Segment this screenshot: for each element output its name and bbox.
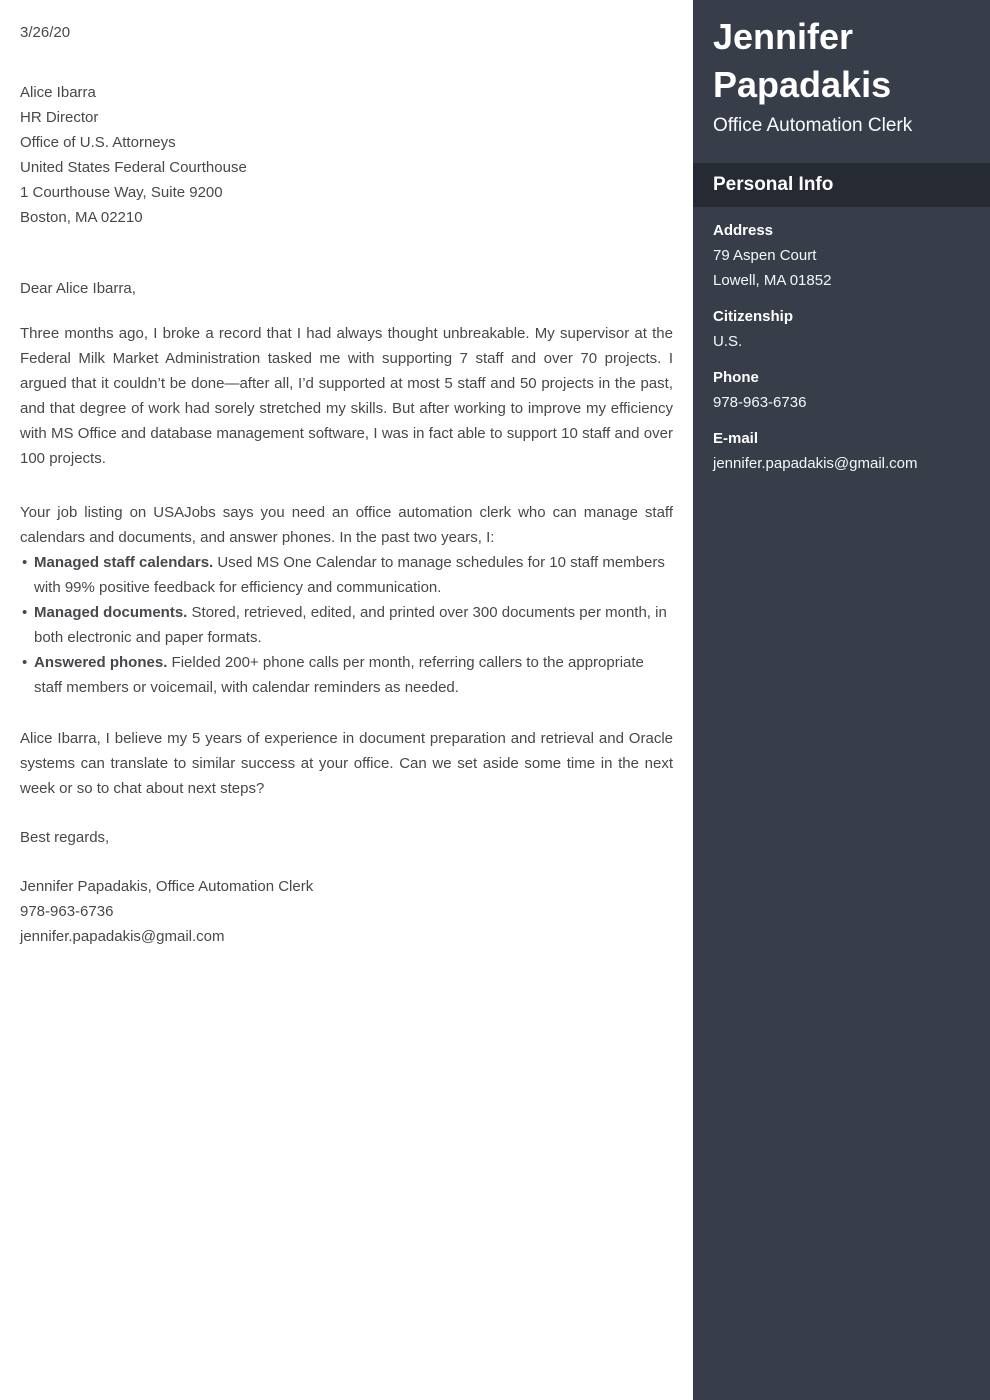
bullet-bold-label: Managed documents. (34, 604, 188, 621)
recipient-building: United States Federal Courthouse (20, 159, 247, 176)
bullet-bold-label: Managed staff calendars. (34, 554, 214, 571)
signature-block (20, 874, 673, 949)
recipient-block (20, 80, 673, 230)
recipient-city: Boston, MA 02210 (20, 209, 143, 226)
field-value: jennifer.papadakis@gmail.com (713, 455, 918, 472)
salutation: Dear Alice Ibarra, (20, 280, 136, 297)
letter-date: 3/26/20 (20, 24, 71, 41)
closing-line: Best regards, (20, 829, 110, 846)
signature-email: jennifer.papadakis@gmail.com (20, 928, 225, 945)
field-address (713, 218, 970, 293)
bullet-bold-label: Answered phones. (34, 654, 168, 671)
paragraph-call-to-action: Alice Ibarra, I believe my 5 years of experience in document preparation and retrieval and Oracle systems can translate to similar success at your office. Can we set aside some time in the next week or so to chat about next steps? (20, 730, 673, 797)
field-value: 978-963-6736 (713, 394, 807, 411)
field-phone (713, 365, 970, 415)
list-item-calendars (20, 550, 673, 600)
recipient-org: Office of U.S. Attorneys (20, 134, 176, 151)
field-label: Address (713, 222, 774, 239)
candidate-job-title: Office Automation Clerk (713, 115, 913, 136)
field-label: Citizenship (713, 308, 794, 325)
bullet-text: Used MS One Calendar to manage schedules for 10 staff members with 99% positive feedback for efficiency and communication. (34, 554, 665, 596)
field-value: Lowell, MA 01852 (713, 272, 832, 289)
field-email (713, 426, 970, 476)
sidebar-header (693, 0, 990, 138)
qualifications-list (20, 550, 673, 700)
field-label: Phone (713, 369, 759, 386)
field-label: E-mail (713, 430, 759, 447)
paragraph-job-listing: Your job listing on USAJobs says you need an office automation clerk who can manage staff calendars and documents, and answer phones. In the past two years, I: (20, 504, 673, 546)
personal-info-section-header: Personal Info (693, 163, 990, 207)
sidebar (693, 0, 990, 1400)
field-value: U.S. (713, 333, 743, 350)
bullet-text: Stored, retrieved, edited, and printed over 300 documents per month, in both electronic and paper formats. (34, 604, 667, 646)
field-citizenship (713, 304, 970, 354)
paragraph-achievement: Three months ago, I broke a record that I had always thought unbreakable. My supervisor at the Federal Milk Market Administration tasked me with supporting 7 staff and over 70 projects. I argued that it couldn’t be done—after all, I’d supported at most 5 staff and 50 projects in the past, and that degree of work had sorely stretched my skills. But after working to improve my efficiency with MS Office and database management software, I was in fact able to support 10 staff and over 100 projects. (20, 325, 673, 467)
personal-info-fields (693, 207, 990, 476)
list-item-phones (20, 650, 673, 700)
bullet-text: Fielded 200+ phone calls per month, referring callers to the appropriate staff members or voicemail, with calendar reminders as needed. (34, 654, 644, 696)
recipient-role: HR Director (20, 109, 99, 126)
signature-name: Jennifer Papadakis, Office Automation Clerk (20, 878, 314, 895)
candidate-name: Jennifer Papadakis (713, 16, 892, 105)
signature-phone: 978-963-6736 (20, 903, 114, 920)
field-value: 79 Aspen Court (713, 247, 817, 264)
list-item-documents (20, 600, 673, 650)
recipient-name: Alice Ibarra (20, 84, 96, 101)
recipient-street: 1 Courthouse Way, Suite 9200 (20, 184, 223, 201)
